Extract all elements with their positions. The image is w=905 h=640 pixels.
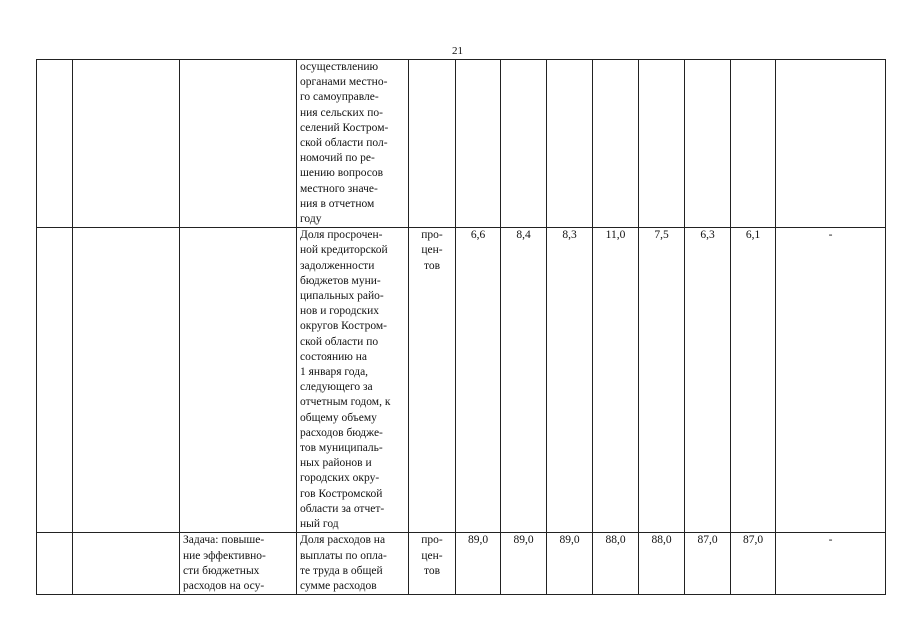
value-cell <box>639 60 685 228</box>
note-cell: - <box>776 228 886 533</box>
task-cell <box>180 60 297 228</box>
program-cell <box>73 228 180 533</box>
indicator-cell: осуществлению органами местно- го самоуправле- ния сельских по- селений Костром- ской области пол- номочий по ре- шению вопросов местного значе- ния в отчетном году <box>297 60 409 228</box>
value-cell: 88,0 <box>639 533 685 595</box>
program-cell <box>73 60 180 228</box>
value-cell: 8,4 <box>501 228 547 533</box>
value-cell <box>731 60 776 228</box>
value-cell: 88,0 <box>593 533 639 595</box>
task-cell <box>180 228 297 533</box>
value-cell <box>593 60 639 228</box>
row-number-cell <box>37 533 73 595</box>
table-row <box>37 60 886 228</box>
unit-cell: про- цен- тов <box>409 228 456 533</box>
row-number-cell <box>37 60 73 228</box>
page-number: 21 <box>452 45 463 57</box>
row-number-cell <box>37 228 73 533</box>
value-cell <box>547 60 593 228</box>
note-cell <box>776 60 886 228</box>
unit-cell: про- цен- тов <box>409 533 456 595</box>
program-cell <box>73 533 180 595</box>
value-cell <box>685 60 731 228</box>
value-cell: 89,0 <box>547 533 593 595</box>
indicator-cell: Доля просрочен- ной кредиторской задолженности бюджетов муни- ципальных райо- нов и городских округов Костром- ской области по состоянию на 1 января года, следующего за отчетным годом, к общему объему расходов бюдже- тов муниципаль- ных районов и городских окру- гов Костромской области за отчет- ный год <box>297 228 409 533</box>
value-cell: 6,3 <box>685 228 731 533</box>
value-cell: 6,1 <box>731 228 776 533</box>
value-cell: 89,0 <box>456 533 501 595</box>
value-cell: 87,0 <box>731 533 776 595</box>
indicator-cell: Доля расходов на выплаты по опла- те труда в общей сумме расходов <box>297 533 409 595</box>
value-cell: 8,3 <box>547 228 593 533</box>
task-cell: Задача: повыше- ние эффективно- сти бюджетных расходов на осу- <box>180 533 297 595</box>
indicators-table <box>36 59 886 595</box>
note-cell: - <box>776 533 886 595</box>
value-cell: 89,0 <box>501 533 547 595</box>
table-row <box>37 228 886 533</box>
value-cell <box>456 60 501 228</box>
value-cell: 87,0 <box>685 533 731 595</box>
value-cell: 6,6 <box>456 228 501 533</box>
value-cell: 11,0 <box>593 228 639 533</box>
value-cell: 7,5 <box>639 228 685 533</box>
unit-cell <box>409 60 456 228</box>
value-cell <box>501 60 547 228</box>
table-row <box>37 533 886 595</box>
